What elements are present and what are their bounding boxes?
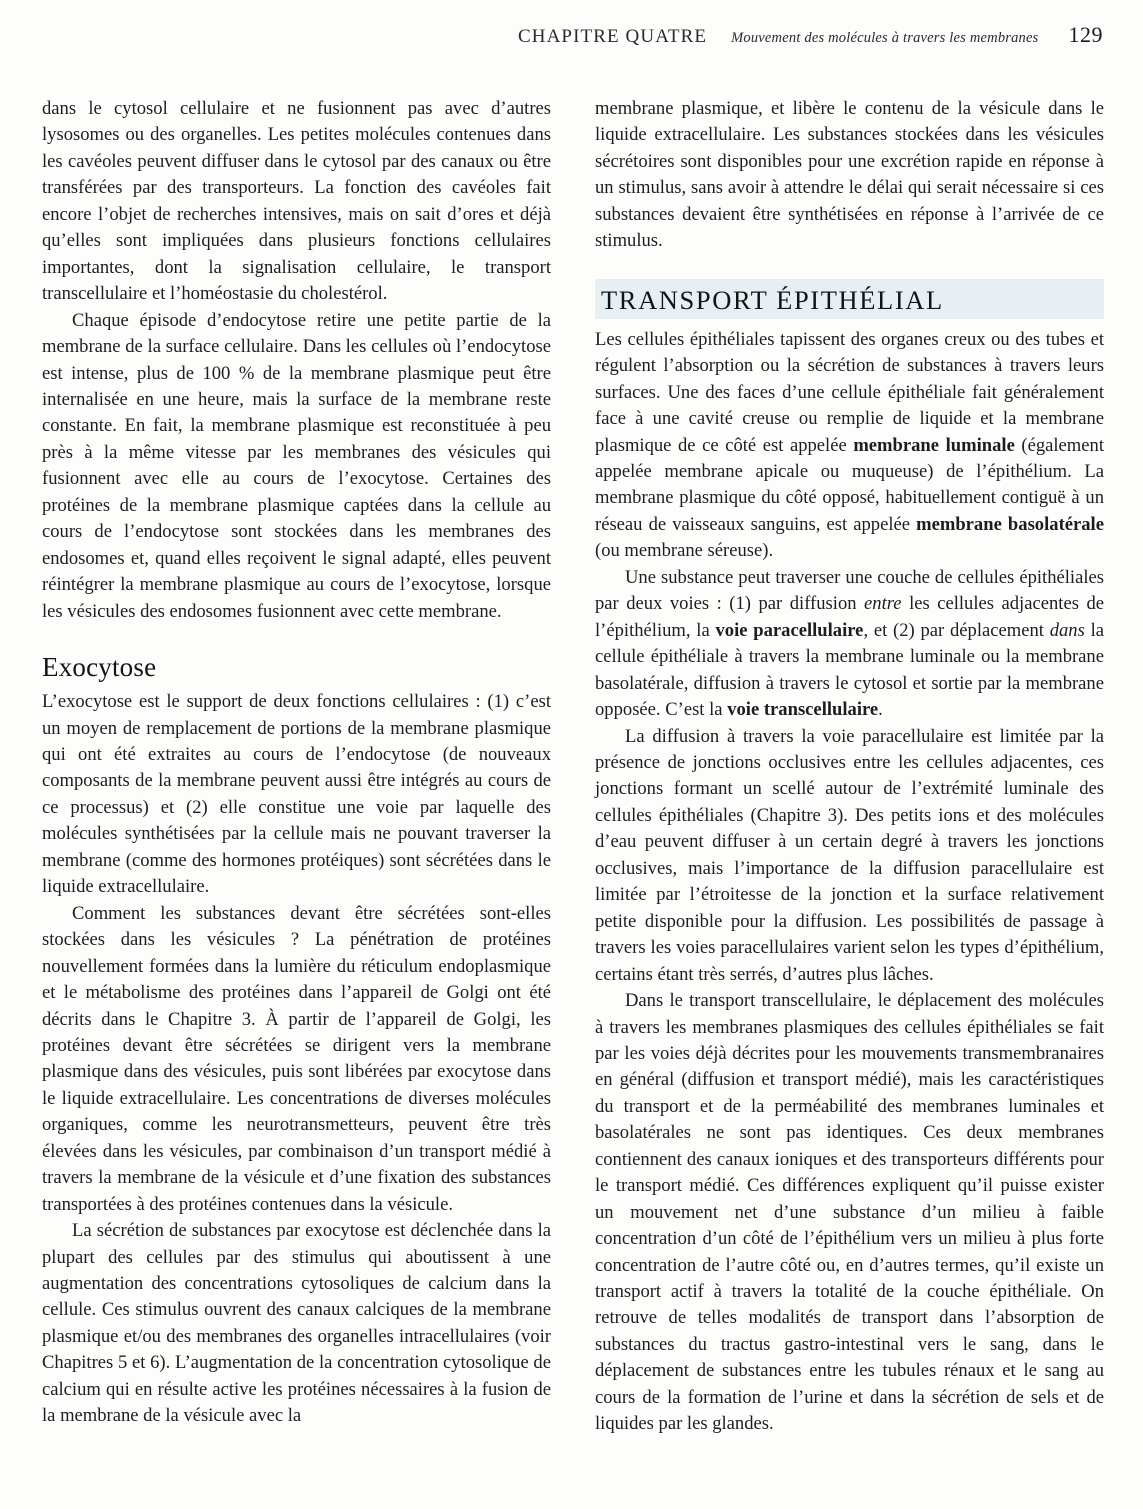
two-column-body: [42, 96, 1104, 1438]
text-run: (également appelée membrane apicale ou muqueuse) de l’épithélium. La membrane plasmique du côté opposé, habituellement contiguë à un réseau de vaisseaux sanguins, est appelée: [595, 434, 1104, 535]
emphasis-entre: entre: [864, 593, 902, 615]
running-head: [42, 22, 1103, 52]
text-run: , et (2) par déplacement: [863, 619, 1050, 641]
paragraph-deux-voies: [595, 565, 1104, 724]
paragraph-stockage-vesicules: Comment les substances devant être sécrétées sont-elles stockées dans les vésicules ? La pénétration de protéines nouvellement formées dans la lumière du réticulum endoplasmique et le métabolisme des protéines dans l’appareil de Golgi ont été décrits dans le Chapitre 3. À partir de l’appareil de Golgi, les protéines devant être sécrétées se dirigent vers la membrane plasmique dans des vésicules, puis sont libérées par exocytose dans le liquide extracellulaire. Les concentrations de diverses molécules organiques, comme les neurotransmetteurs, peuvent être très élevées dans les vésicules, par combinaison d’un transport médié à travers la membrane de la vésicule et d’une fixation des substances transportées à des protéines contenues dans la vésicule.: [42, 902, 551, 1215]
paragraph-exocytose-fonctions: L’exocytose est le support de deux fonctions cellulaires : (1) c’est un moyen de remplacement de portions de la membrane plasmique qui ont été extraites au cours de l’endocytose (de nouveaux composants de la membrane peuvent aussi être intégrés au cours de ce processus) et (2) elle constitue une voie par laquelle des molécules synthétisées par la cellule mais ne pouvant traverser la membrane (comme des hormones protéiques) sont sécrétées dans le liquide extracellulaire.: [42, 691, 551, 898]
running-head-chapter: CHAPITRE QUATRE: [518, 26, 708, 47]
paragraph-vesicules-secretoires: membrane plasmique, et libère le contenu de la vésicule dans le liquide extracellulaire. Les substances stockées dans les vésicules sécrétoires sont disponibles pour une excrétion rapide en réponse à un stimulus, sans avoir à attendre le délai qui serait nécessaire si ces substances devaient être synthétisées en réponse à l’arrivée de ce stimulus.: [595, 98, 1104, 252]
page-number: 129: [1068, 22, 1103, 47]
text-run: (ou membrane séreuse).: [595, 540, 774, 562]
paragraph-jonctions-occlusives: La diffusion à travers la voie paracellulaire est limitée par la présence de jonctions occlusives entre les cellules adjacentes, ces jonctions formant un scellé autour de l’extrémité luminale des cellules épithéliales (Chapitre 3). Des petits ions et des molécules d’eau peuvent diffuser à un certain degré à travers les jonctions occlusives, mais l’importance de la diffusion paracellulaire est limitée par l’étroitesse de la jonction et la surface relativement petite disponible pour la diffusion. Les possibilités de passage à travers les voies paracellulaires varient selon les types d’épithélium, certains étant très serrés, d’autres plus lâches.: [595, 725, 1104, 985]
term-membrane-luminale: membrane luminale: [853, 434, 1015, 456]
heading-transport-epithelial: TRANSPORT ÉPITHÉLIAL: [601, 284, 944, 315]
text-run: .: [878, 699, 883, 721]
term-voie-paracellulaire: voie paracellulaire: [715, 619, 864, 641]
text-run: Les cellules épithéliales tapissent des organes creux ou des tubes et régulent l’absorption ou la sécrétion de substances à travers leurs surfaces. Une des faces d’une cellule épithéliale fait généralement face à une cavité creuse ou remplie de liquide et la membrane plasmique de ce côté est appelée: [595, 328, 1104, 456]
right-column: [595, 96, 1104, 1438]
text-run: la cellule épithéliale à travers la membrane luminale ou la membrane basolatérale, diffusion à travers le cytosol et sortie par la membrane opposée. C’est la: [595, 619, 1105, 721]
text-run: Une substance peut traverser une couche de cellules épithéliales par deux voies : (1) par diffusion: [595, 566, 1104, 615]
paragraph-cytosol-caveoles: dans le cytosol cellulaire et ne fusionnent pas avec d’autres lysosomes ou des organelles. Les petites molécules contenues dans les cavéoles peuvent diffuser dans le cytosol par des canaux ou être transférées par des transporteurs. La fonction des cavéoles fait encore l’objet de recherches intensives, mais on sait d’ores et déjà qu’elles sont impliquées dans plusieurs fonctions cellulaires importantes, dont la signalisation cellulaire, le transport transcellulaire et l’homéostasie du cholestérol.: [42, 98, 551, 305]
section-heading-block: [595, 277, 1104, 319]
emphasis-dans: dans: [1049, 619, 1085, 641]
paragraph-endocytose-membrane: Chaque épisode d’endocytose retire une petite partie de la membrane de la surface cellulaire. Dans les cellules où l’endocytose est intense, plus de 100 % de la membrane plasmique peut être internalisée en une heure, mais la surface de la membrane reste constante. En fait, la membrane plasmique est reconstituée à peu près à la même vitesse par les membranes des vésicules qui fusionnent avec elle au cours de l’exocytose. Certaines des protéines de la membrane plasmique captées dans la cellule au cours de l’endocytose sont stockées dans les membranes des endosomes et, quand elles reçoivent le signal adapté, elles peuvent réintégrer la membrane plasmique au cours de l’exocytose, lorsque les vésicules des endosomes fusionnent avec cette membrane.: [42, 309, 551, 622]
text-run: les cellules adjacentes de l’épithélium, la: [595, 593, 1104, 641]
running-head-title: Mouvement des molécules à travers les membranes: [731, 30, 1039, 46]
left-column: [42, 96, 551, 1438]
term-membrane-basolaterale: membrane basolatérale: [916, 513, 1104, 535]
paragraph-cellules-epitheliales: [595, 327, 1104, 565]
paragraph-transport-transcellulaire: Dans le transport transcellulaire, le déplacement des molécules à travers les membranes plasmiques des cellules épithéliales se fait par les voies déjà décrites pour les mouvements transmembranaires en général (diffusion et transport médié), mais les caractéristiques du transport et de la perméabilité des membranes luminales et basolatérales ne sont pas identiques. Ces deux membranes contiennent des canaux ioniques et des transporteurs différents pour le transport médié. Ces différences expliquent qu’il puisse exister un mouvement net d’une substance d’un milieu à faible concentration d’un côté de l’épithélium vers un milieu à plus forte concentration de l’autre côté ou, en d’autres termes, qu’il existe un transport actif à travers la totalité de la couche épithéliale. On retrouve de telles modalités de transport dans l’absorption de substances du tractus gastro-intestinal vers le sang, dans le déplacement de substances entre les tubules rénaux et le sang au cours de la formation de l’urine et dans la sécrétion de sels et de liquides par les glandes.: [595, 990, 1104, 1435]
paragraph-secretion-calcium: La sécrétion de substances par exocytose est déclenchée dans la plupart des cellules par des stimulus qui aboutissent à une augmentation des concentrations cytosoliques de calcium dans la cellule. Ces stimulus ouvrent des canaux calciques de la membrane plasmique et/ou des membranes des organelles intracellulaires (voir Chapitres 5 et 6). L’augmentation de la concentration cytosolique de calcium qui en résulte active les protéines nécessaires à la fusion de la membrane de la vésicule avec la: [42, 1220, 551, 1427]
heading-exocytose: Exocytose: [42, 652, 157, 683]
term-voie-transcellulaire: voie transcellulaire: [727, 699, 879, 721]
